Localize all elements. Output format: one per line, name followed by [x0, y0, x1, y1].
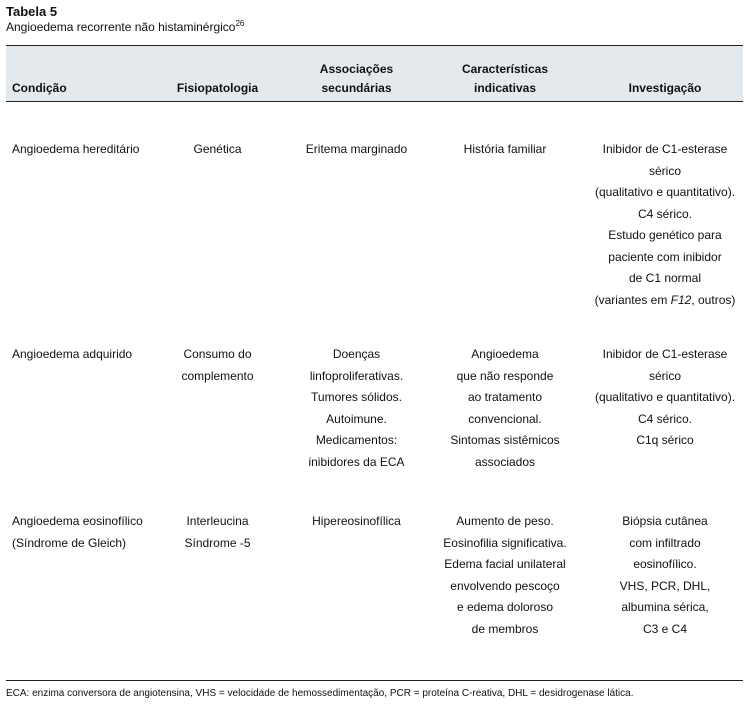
cell-line: Angioedema hereditário — [12, 142, 140, 156]
table-cell — [290, 344, 423, 473]
cell-line: sérico — [648, 163, 681, 178]
cell-line: eosinofílico. — [633, 557, 697, 571]
table-cell — [290, 139, 423, 161]
gene-name-italic: F12 — [670, 292, 692, 307]
table-cell — [585, 511, 745, 640]
table-footnote: ECA: enzima conversora de angiotensina, VHS = velocidade de hemossedimentação, PCR = proteína C-reativa, DHL = desidrogenase lática. — [6, 688, 634, 699]
cell-line: VHS, PCR, DHL, — [619, 578, 711, 593]
table-subtitle — [6, 20, 244, 34]
table-cell — [435, 139, 575, 161]
table-cell — [290, 511, 423, 533]
table-cell — [12, 511, 162, 554]
header-line: Investigação — [628, 81, 702, 95]
header-line: Fisiopatologia — [176, 81, 259, 95]
cell-line: Angioedema adquirido — [12, 347, 133, 361]
table-subtitle-text: Angioedema recorrente não histaminérgico — [6, 20, 236, 34]
header-caracteristicas — [435, 48, 575, 98]
header-line: Condição — [12, 81, 67, 95]
header-fisiopatologia — [155, 48, 280, 98]
cell-line: (qualitativo e quantitativo). — [594, 390, 736, 404]
cell-line: Inibidor de C1-esterase — [602, 142, 728, 156]
cell-line: Angioedema eosinofílico — [12, 514, 143, 528]
cell-line: inibidores da ECA — [308, 454, 405, 469]
cell-line: e edema doloroso — [456, 600, 554, 614]
header-line: indicativas — [473, 81, 537, 95]
cell-line: Angioedema — [471, 347, 539, 361]
cell-line: Doenças — [332, 347, 381, 361]
cell-line: Sintomas sistêmicos — [450, 433, 560, 447]
cell-line: convencional. — [468, 411, 542, 426]
table-cell — [12, 344, 162, 366]
cell-line: Interleucina — [186, 514, 249, 528]
cell-line: complemento — [181, 368, 254, 383]
cell-line: (qualitativo e quantitativo). — [594, 185, 736, 199]
reference-superscript: 26 — [235, 19, 245, 28]
cell-line: Autoimune. — [326, 411, 387, 426]
cell-line: C4 sérico. — [637, 206, 693, 221]
table-cell — [435, 511, 575, 640]
cell-line: C1q sérico — [636, 433, 694, 447]
cell-line: Hipereosinofílica — [312, 514, 401, 528]
cell-line: Eritema marginado — [305, 142, 408, 156]
bottom-rule — [6, 680, 743, 681]
table-cell — [585, 139, 745, 311]
variants-prefix: (variantes em — [594, 292, 671, 307]
cell-line: Tumores sólidos. — [311, 390, 402, 404]
cell-line: albumina sérica, — [621, 600, 709, 614]
cell-line: Inibidor de C1-esterase — [602, 347, 728, 361]
cell-line: sérico — [648, 368, 681, 383]
cell-line: C4 sérico. — [637, 411, 693, 426]
cell-line: Aumento de peso. — [456, 514, 554, 528]
cell-line: Genética — [193, 142, 242, 156]
cell-line: Edema facial unilateral — [444, 557, 566, 571]
table-cell — [155, 139, 280, 161]
cell-line: de C1 normal — [628, 271, 702, 285]
table-cell — [12, 139, 162, 161]
cell-line-variants — [585, 290, 745, 312]
cell-line: C3 e C4 — [642, 621, 688, 636]
cell-line: História familiar — [463, 142, 547, 156]
cell-line: de membros — [471, 621, 539, 636]
table-cell — [155, 344, 280, 387]
header-line: Características — [461, 62, 549, 76]
header-line: secundárias — [321, 81, 392, 95]
cell-line: Eosinofilia significativa. — [443, 535, 567, 550]
cell-line: Estudo genético para — [608, 228, 722, 242]
cell-line: Consumo do — [183, 347, 252, 361]
cell-line: linfoproliferativas. — [309, 368, 404, 383]
cell-line: que não responde — [456, 368, 554, 383]
cell-line: com infiltrado — [629, 535, 701, 550]
table-cell — [585, 344, 745, 452]
cell-line: (Síndrome de Gleich) — [12, 535, 127, 550]
cell-line: envolvendo pescoço — [450, 578, 560, 593]
header-investigacao — [585, 48, 745, 98]
header-associacoes — [290, 48, 423, 98]
cell-line: Biópsia cutânea — [622, 514, 708, 528]
cell-line: ao tratamento — [467, 390, 543, 404]
header-line: Associações — [319, 62, 394, 76]
table-title: Tabela 5 — [6, 4, 58, 19]
cell-line: paciente com inibidor — [608, 249, 722, 264]
table-cell — [155, 511, 280, 554]
variants-suffix: , outros) — [691, 292, 736, 307]
cell-line: Medicamentos: — [315, 433, 398, 447]
cell-line: Síndrome -5 — [184, 535, 251, 550]
header-condicao — [12, 48, 162, 98]
cell-line: associados — [474, 454, 536, 469]
table-cell — [435, 344, 575, 473]
header-rule — [6, 101, 743, 102]
